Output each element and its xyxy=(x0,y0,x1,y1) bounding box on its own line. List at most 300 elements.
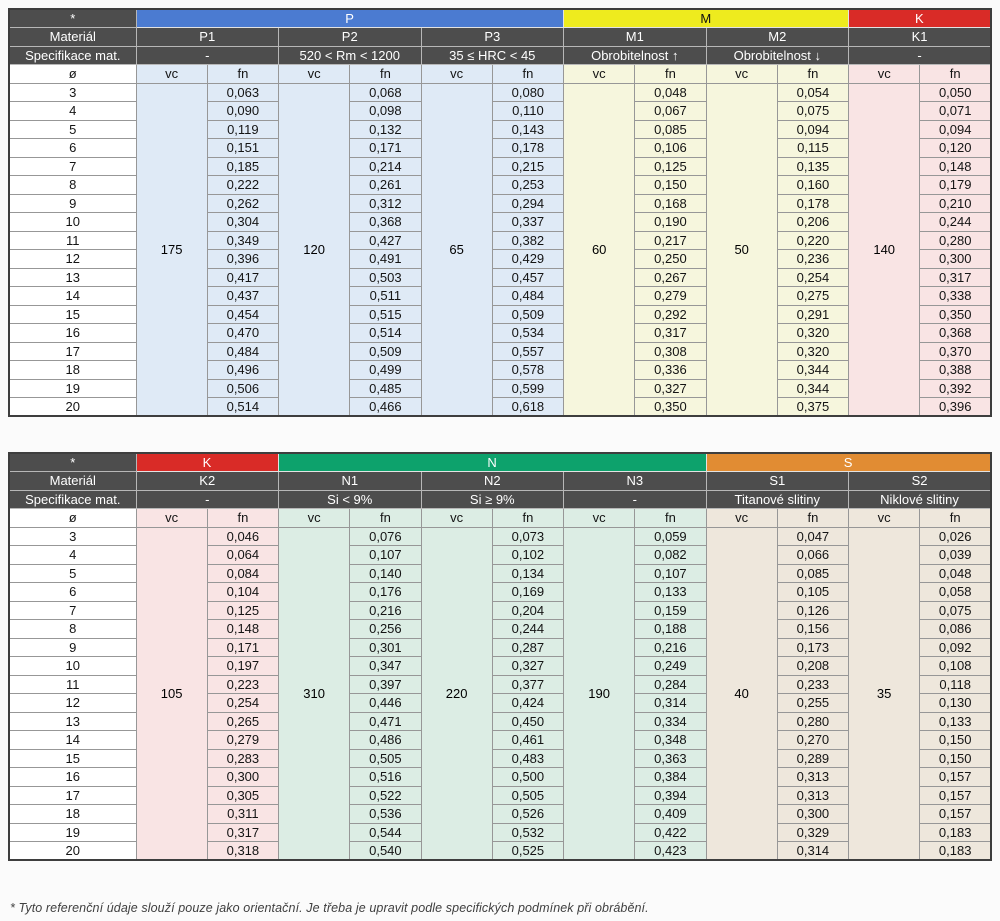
fn-value-P1-d9: 0,262 xyxy=(207,194,278,213)
spec-cell-N2: Si ≥ 9% xyxy=(421,490,564,509)
fn-value-N3-d14: 0,348 xyxy=(635,731,706,750)
fn-value-N2-d17: 0,505 xyxy=(492,786,563,805)
diameter-cell-14: 14 xyxy=(9,287,136,306)
fn-value-K2-d16: 0,300 xyxy=(207,768,278,787)
fn-value-P2-d10: 0,368 xyxy=(350,213,421,232)
fn-value-K1-d9: 0,210 xyxy=(920,194,991,213)
material-cell-S2: S2 xyxy=(849,472,992,491)
fn-value-S2-d14: 0,150 xyxy=(920,731,991,750)
fn-value-P2-d18: 0,499 xyxy=(350,361,421,380)
diameter-cell-6: 6 xyxy=(9,139,136,158)
fn-value-M1-d18: 0,336 xyxy=(635,361,706,380)
diameter-cell-3: 3 xyxy=(9,527,136,546)
fn-value-S2-d15: 0,150 xyxy=(920,749,991,768)
diameter-cell-19: 19 xyxy=(9,823,136,842)
fn-value-S2-d17: 0,157 xyxy=(920,786,991,805)
fn-value-N3-d4: 0,082 xyxy=(635,546,706,565)
material-cell-P2: P2 xyxy=(279,28,422,47)
fn-value-N2-d11: 0,377 xyxy=(492,675,563,694)
fn-value-P2-d13: 0,503 xyxy=(350,268,421,287)
fn-value-S1-d7: 0,126 xyxy=(777,601,848,620)
fn-value-N1-d11: 0,397 xyxy=(350,675,421,694)
fn-value-N2-d14: 0,461 xyxy=(492,731,563,750)
fn-value-N1-d3: 0,076 xyxy=(350,527,421,546)
fn-value-P1-d12: 0,396 xyxy=(207,250,278,269)
diameter-cell-11: 11 xyxy=(9,231,136,250)
fn-value-S1-d17: 0,313 xyxy=(777,786,848,805)
material-row xyxy=(9,28,991,47)
vc-value-M2: 50 xyxy=(706,83,777,416)
fn-value-P3-d16: 0,534 xyxy=(492,324,563,343)
diameter-cell-5: 5 xyxy=(9,564,136,583)
fn-value-M1-d7: 0,125 xyxy=(635,157,706,176)
fn-value-S1-d10: 0,208 xyxy=(777,657,848,676)
vc-value-K2: 105 xyxy=(136,527,207,860)
fn-value-M2-d19: 0,344 xyxy=(777,379,848,398)
fn-value-M1-d16: 0,317 xyxy=(635,324,706,343)
fn-value-N2-d19: 0,532 xyxy=(492,823,563,842)
fn-value-S1-d15: 0,289 xyxy=(777,749,848,768)
vc-header-K2: vc xyxy=(136,509,207,528)
fn-value-P2-d16: 0,514 xyxy=(350,324,421,343)
fn-value-N3-d6: 0,133 xyxy=(635,583,706,602)
fn-value-M2-d16: 0,320 xyxy=(777,324,848,343)
vc-value-K1: 140 xyxy=(849,83,920,416)
fn-value-S1-d8: 0,156 xyxy=(777,620,848,639)
fn-value-S2-d20: 0,183 xyxy=(920,842,991,861)
fn-value-P3-d6: 0,178 xyxy=(492,139,563,158)
fn-value-N2-d18: 0,526 xyxy=(492,805,563,824)
fn-value-M2-d17: 0,320 xyxy=(777,342,848,361)
fn-value-M2-d18: 0,344 xyxy=(777,361,848,380)
fn-value-P1-d3: 0,063 xyxy=(207,83,278,102)
units-row xyxy=(9,509,991,528)
vc-value-P1: 175 xyxy=(136,83,207,416)
fn-value-P3-d17: 0,557 xyxy=(492,342,563,361)
diameter-header: ø xyxy=(9,65,136,84)
vc-header-N3: vc xyxy=(564,509,635,528)
fn-value-M2-d7: 0,135 xyxy=(777,157,848,176)
fn-value-N1-d19: 0,544 xyxy=(350,823,421,842)
fn-value-N2-d5: 0,134 xyxy=(492,564,563,583)
fn-header-N1: fn xyxy=(350,509,421,528)
fn-value-M1-d12: 0,250 xyxy=(635,250,706,269)
fn-value-M2-d15: 0,291 xyxy=(777,305,848,324)
spec-row xyxy=(9,46,991,65)
fn-value-M2-d14: 0,275 xyxy=(777,287,848,306)
fn-value-S1-d9: 0,173 xyxy=(777,638,848,657)
fn-value-N1-d5: 0,140 xyxy=(350,564,421,583)
fn-value-P2-d14: 0,511 xyxy=(350,287,421,306)
fn-value-P3-d4: 0,110 xyxy=(492,102,563,121)
data-row-d3 xyxy=(9,83,991,102)
fn-value-M2-d10: 0,206 xyxy=(777,213,848,232)
fn-header-M2: fn xyxy=(777,65,848,84)
fn-value-P1-d19: 0,506 xyxy=(207,379,278,398)
fn-value-P1-d16: 0,470 xyxy=(207,324,278,343)
fn-value-N2-d3: 0,073 xyxy=(492,527,563,546)
fn-value-S2-d18: 0,157 xyxy=(920,805,991,824)
diameter-cell-3: 3 xyxy=(9,83,136,102)
material-row-label: Materiál xyxy=(9,28,136,47)
fn-value-P3-d14: 0,484 xyxy=(492,287,563,306)
fn-value-K2-d4: 0,064 xyxy=(207,546,278,565)
fn-value-P1-d13: 0,417 xyxy=(207,268,278,287)
fn-value-P2-d15: 0,515 xyxy=(350,305,421,324)
fn-value-N2-d9: 0,287 xyxy=(492,638,563,657)
fn-value-K1-d14: 0,338 xyxy=(920,287,991,306)
vc-value-S2: 35 xyxy=(849,527,920,860)
fn-value-N3-d10: 0,249 xyxy=(635,657,706,676)
fn-value-N3-d3: 0,059 xyxy=(635,527,706,546)
fn-value-M2-d20: 0,375 xyxy=(777,398,848,417)
fn-value-K2-d5: 0,084 xyxy=(207,564,278,583)
fn-value-N1-d20: 0,540 xyxy=(350,842,421,861)
fn-value-M1-d13: 0,267 xyxy=(635,268,706,287)
spec-cell-M1: Obrobitelnost ↑ xyxy=(564,46,707,65)
fn-value-N3-d9: 0,216 xyxy=(635,638,706,657)
fn-value-P1-d5: 0,119 xyxy=(207,120,278,139)
fn-value-P2-d17: 0,509 xyxy=(350,342,421,361)
diameter-cell-7: 7 xyxy=(9,601,136,620)
diameter-cell-16: 16 xyxy=(9,768,136,787)
footnote: * Tyto referenční údaje slouží pouze jako orientační. Je třeba je upravit podle specifických podmínek při obrábění. xyxy=(10,901,649,915)
diameter-header: ø xyxy=(9,509,136,528)
vc-header-N1: vc xyxy=(279,509,350,528)
group-band-S: S xyxy=(706,453,991,472)
group-band-row xyxy=(9,9,991,28)
fn-value-K2-d11: 0,223 xyxy=(207,675,278,694)
fn-value-N2-d7: 0,204 xyxy=(492,601,563,620)
fn-value-N2-d10: 0,327 xyxy=(492,657,563,676)
material-cell-M1: M1 xyxy=(564,28,707,47)
diameter-cell-6: 6 xyxy=(9,583,136,602)
fn-value-N1-d17: 0,522 xyxy=(350,786,421,805)
fn-header-M1: fn xyxy=(635,65,706,84)
fn-value-S2-d10: 0,108 xyxy=(920,657,991,676)
fn-value-N3-d20: 0,423 xyxy=(635,842,706,861)
fn-value-P1-d20: 0,514 xyxy=(207,398,278,417)
fn-value-S2-d9: 0,092 xyxy=(920,638,991,657)
fn-value-P3-d15: 0,509 xyxy=(492,305,563,324)
fn-value-N1-d8: 0,256 xyxy=(350,620,421,639)
diameter-cell-12: 12 xyxy=(9,250,136,269)
group-band-N: N xyxy=(279,453,707,472)
fn-value-P3-d11: 0,382 xyxy=(492,231,563,250)
diameter-cell-18: 18 xyxy=(9,361,136,380)
fn-value-K1-d20: 0,396 xyxy=(920,398,991,417)
fn-value-K1-d16: 0,368 xyxy=(920,324,991,343)
spec-cell-N3: - xyxy=(564,490,707,509)
fn-value-N3-d17: 0,394 xyxy=(635,786,706,805)
fn-value-K1-d19: 0,392 xyxy=(920,379,991,398)
fn-value-M2-d5: 0,094 xyxy=(777,120,848,139)
fn-header-N3: fn xyxy=(635,509,706,528)
spec-cell-M2: Obrobitelnost ↓ xyxy=(706,46,849,65)
vc-value-S1: 40 xyxy=(706,527,777,860)
fn-value-P1-d17: 0,484 xyxy=(207,342,278,361)
fn-value-P1-d4: 0,090 xyxy=(207,102,278,121)
fn-value-K1-d6: 0,120 xyxy=(920,139,991,158)
vc-value-N3: 190 xyxy=(564,527,635,860)
vc-value-P3: 65 xyxy=(421,83,492,416)
corner-star-cell: * xyxy=(9,453,136,472)
fn-value-S1-d5: 0,085 xyxy=(777,564,848,583)
diameter-cell-19: 19 xyxy=(9,379,136,398)
vc-header-P2: vc xyxy=(279,65,350,84)
diameter-cell-15: 15 xyxy=(9,305,136,324)
fn-value-M1-d3: 0,048 xyxy=(635,83,706,102)
fn-value-K2-d13: 0,265 xyxy=(207,712,278,731)
group-band-M: M xyxy=(564,9,849,28)
fn-value-S2-d12: 0,130 xyxy=(920,694,991,713)
fn-value-N3-d5: 0,107 xyxy=(635,564,706,583)
fn-value-N2-d20: 0,525 xyxy=(492,842,563,861)
fn-value-S1-d14: 0,270 xyxy=(777,731,848,750)
vc-header-P3: vc xyxy=(421,65,492,84)
fn-value-P3-d8: 0,253 xyxy=(492,176,563,195)
vc-header-M1: vc xyxy=(564,65,635,84)
vc-header-P1: vc xyxy=(136,65,207,84)
fn-value-M1-d4: 0,067 xyxy=(635,102,706,121)
spec-cell-P1: - xyxy=(136,46,279,65)
spec-row xyxy=(9,490,991,509)
diameter-cell-9: 9 xyxy=(9,194,136,213)
material-cell-K1: K1 xyxy=(849,28,992,47)
spec-cell-P3: 35 ≤ HRC < 45 xyxy=(421,46,564,65)
spec-row-label: Specifikace mat. xyxy=(9,46,136,65)
fn-value-K2-d6: 0,104 xyxy=(207,583,278,602)
fn-value-P2-d19: 0,485 xyxy=(350,379,421,398)
fn-value-P1-d11: 0,349 xyxy=(207,231,278,250)
fn-value-N3-d13: 0,334 xyxy=(635,712,706,731)
fn-value-K2-d18: 0,311 xyxy=(207,805,278,824)
spec-row-label: Specifikace mat. xyxy=(9,490,136,509)
group-band-K: K xyxy=(849,9,992,28)
fn-value-S1-d18: 0,300 xyxy=(777,805,848,824)
fn-value-M1-d17: 0,308 xyxy=(635,342,706,361)
fn-value-S2-d3: 0,026 xyxy=(920,527,991,546)
fn-value-S1-d16: 0,313 xyxy=(777,768,848,787)
fn-value-K1-d17: 0,370 xyxy=(920,342,991,361)
diameter-cell-13: 13 xyxy=(9,268,136,287)
fn-value-M1-d5: 0,085 xyxy=(635,120,706,139)
fn-value-P2-d11: 0,427 xyxy=(350,231,421,250)
fn-value-N1-d18: 0,536 xyxy=(350,805,421,824)
fn-value-S2-d11: 0,118 xyxy=(920,675,991,694)
vc-value-N1: 310 xyxy=(279,527,350,860)
fn-value-M1-d14: 0,279 xyxy=(635,287,706,306)
fn-value-P1-d7: 0,185 xyxy=(207,157,278,176)
fn-header-S1: fn xyxy=(777,509,848,528)
fn-value-M1-d15: 0,292 xyxy=(635,305,706,324)
fn-value-P1-d15: 0,454 xyxy=(207,305,278,324)
fn-value-S2-d8: 0,086 xyxy=(920,620,991,639)
fn-value-P2-d20: 0,466 xyxy=(350,398,421,417)
fn-value-N3-d8: 0,188 xyxy=(635,620,706,639)
fn-value-K2-d8: 0,148 xyxy=(207,620,278,639)
fn-header-P2: fn xyxy=(350,65,421,84)
diameter-cell-8: 8 xyxy=(9,620,136,639)
cutting-table-1 xyxy=(8,8,992,417)
material-cell-N3: N3 xyxy=(564,472,707,491)
fn-value-M1-d19: 0,327 xyxy=(635,379,706,398)
fn-value-K1-d13: 0,317 xyxy=(920,268,991,287)
fn-value-N2-d12: 0,424 xyxy=(492,694,563,713)
group-band-P: P xyxy=(136,9,564,28)
fn-value-K2-d9: 0,171 xyxy=(207,638,278,657)
diameter-cell-16: 16 xyxy=(9,324,136,343)
fn-value-N2-d4: 0,102 xyxy=(492,546,563,565)
fn-value-S1-d3: 0,047 xyxy=(777,527,848,546)
fn-value-M2-d4: 0,075 xyxy=(777,102,848,121)
vc-header-S2: vc xyxy=(849,509,920,528)
fn-value-P3-d3: 0,080 xyxy=(492,83,563,102)
fn-value-P1-d10: 0,304 xyxy=(207,213,278,232)
fn-value-S1-d11: 0,233 xyxy=(777,675,848,694)
fn-value-P3-d5: 0,143 xyxy=(492,120,563,139)
diameter-cell-10: 10 xyxy=(9,213,136,232)
fn-value-P1-d14: 0,437 xyxy=(207,287,278,306)
spec-cell-S1: Titanové slitiny xyxy=(706,490,849,509)
data-row-d3 xyxy=(9,527,991,546)
fn-value-P2-d7: 0,214 xyxy=(350,157,421,176)
fn-value-P2-d9: 0,312 xyxy=(350,194,421,213)
vc-header-K1: vc xyxy=(849,65,920,84)
fn-value-N2-d16: 0,500 xyxy=(492,768,563,787)
fn-value-M2-d13: 0,254 xyxy=(777,268,848,287)
fn-value-P3-d9: 0,294 xyxy=(492,194,563,213)
fn-value-P3-d10: 0,337 xyxy=(492,213,563,232)
spec-cell-P2: 520 < Rm < 1200 xyxy=(279,46,422,65)
fn-value-N1-d7: 0,216 xyxy=(350,601,421,620)
fn-value-M1-d11: 0,217 xyxy=(635,231,706,250)
spec-cell-K2: - xyxy=(136,490,279,509)
fn-value-S1-d4: 0,066 xyxy=(777,546,848,565)
fn-header-S2: fn xyxy=(920,509,991,528)
fn-value-K1-d3: 0,050 xyxy=(920,83,991,102)
fn-value-P3-d19: 0,599 xyxy=(492,379,563,398)
fn-value-K2-d20: 0,318 xyxy=(207,842,278,861)
units-row xyxy=(9,65,991,84)
vc-value-N2: 220 xyxy=(421,527,492,860)
fn-value-N3-d15: 0,363 xyxy=(635,749,706,768)
fn-value-N2-d6: 0,169 xyxy=(492,583,563,602)
fn-value-K1-d4: 0,071 xyxy=(920,102,991,121)
fn-value-N3-d16: 0,384 xyxy=(635,768,706,787)
fn-header-K2: fn xyxy=(207,509,278,528)
fn-value-S1-d13: 0,280 xyxy=(777,712,848,731)
diameter-cell-15: 15 xyxy=(9,749,136,768)
diameter-cell-11: 11 xyxy=(9,675,136,694)
diameter-cell-20: 20 xyxy=(9,398,136,417)
fn-value-P3-d18: 0,578 xyxy=(492,361,563,380)
material-row xyxy=(9,472,991,491)
fn-value-M2-d11: 0,220 xyxy=(777,231,848,250)
diameter-cell-20: 20 xyxy=(9,842,136,861)
fn-value-K1-d18: 0,388 xyxy=(920,361,991,380)
material-cell-N1: N1 xyxy=(279,472,422,491)
fn-value-S1-d19: 0,329 xyxy=(777,823,848,842)
fn-value-K1-d15: 0,350 xyxy=(920,305,991,324)
fn-value-M1-d20: 0,350 xyxy=(635,398,706,417)
vc-header-S1: vc xyxy=(706,509,777,528)
fn-value-N1-d13: 0,471 xyxy=(350,712,421,731)
fn-value-S2-d16: 0,157 xyxy=(920,768,991,787)
fn-value-P2-d8: 0,261 xyxy=(350,176,421,195)
fn-value-K1-d5: 0,094 xyxy=(920,120,991,139)
fn-value-M2-d8: 0,160 xyxy=(777,176,848,195)
fn-header-K1: fn xyxy=(920,65,991,84)
material-row-label: Materiál xyxy=(9,472,136,491)
diameter-cell-12: 12 xyxy=(9,694,136,713)
fn-value-M1-d8: 0,150 xyxy=(635,176,706,195)
fn-value-P2-d6: 0,171 xyxy=(350,139,421,158)
fn-value-N1-d16: 0,516 xyxy=(350,768,421,787)
fn-value-N3-d11: 0,284 xyxy=(635,675,706,694)
fn-value-N3-d7: 0,159 xyxy=(635,601,706,620)
fn-value-N1-d6: 0,176 xyxy=(350,583,421,602)
fn-header-P3: fn xyxy=(492,65,563,84)
fn-value-K2-d3: 0,046 xyxy=(207,527,278,546)
fn-value-S2-d7: 0,075 xyxy=(920,601,991,620)
fn-value-P1-d8: 0,222 xyxy=(207,176,278,195)
fn-value-N1-d4: 0,107 xyxy=(350,546,421,565)
fn-value-M2-d9: 0,178 xyxy=(777,194,848,213)
diameter-cell-4: 4 xyxy=(9,546,136,565)
material-cell-N2: N2 xyxy=(421,472,564,491)
fn-value-P1-d18: 0,496 xyxy=(207,361,278,380)
fn-value-P3-d12: 0,429 xyxy=(492,250,563,269)
diameter-cell-17: 17 xyxy=(9,342,136,361)
fn-value-K2-d19: 0,317 xyxy=(207,823,278,842)
fn-value-N2-d15: 0,483 xyxy=(492,749,563,768)
material-cell-P1: P1 xyxy=(136,28,279,47)
fn-value-S2-d13: 0,133 xyxy=(920,712,991,731)
fn-value-K2-d14: 0,279 xyxy=(207,731,278,750)
fn-value-N1-d15: 0,505 xyxy=(350,749,421,768)
fn-value-S2-d19: 0,183 xyxy=(920,823,991,842)
fn-value-P2-d3: 0,068 xyxy=(350,83,421,102)
cutting-table-2 xyxy=(8,452,992,861)
fn-value-N3-d18: 0,409 xyxy=(635,805,706,824)
group-band-K: K xyxy=(136,453,279,472)
fn-value-S2-d5: 0,048 xyxy=(920,564,991,583)
diameter-cell-14: 14 xyxy=(9,731,136,750)
fn-value-N2-d8: 0,244 xyxy=(492,620,563,639)
vc-value-P2: 120 xyxy=(279,83,350,416)
fn-value-S2-d6: 0,058 xyxy=(920,583,991,602)
fn-value-M1-d9: 0,168 xyxy=(635,194,706,213)
fn-value-N1-d12: 0,446 xyxy=(350,694,421,713)
fn-value-P2-d5: 0,132 xyxy=(350,120,421,139)
fn-value-K2-d10: 0,197 xyxy=(207,657,278,676)
fn-value-N3-d12: 0,314 xyxy=(635,694,706,713)
fn-value-S1-d12: 0,255 xyxy=(777,694,848,713)
diameter-cell-5: 5 xyxy=(9,120,136,139)
fn-value-N1-d10: 0,347 xyxy=(350,657,421,676)
diameter-cell-8: 8 xyxy=(9,176,136,195)
fn-value-N2-d13: 0,450 xyxy=(492,712,563,731)
fn-value-K2-d7: 0,125 xyxy=(207,601,278,620)
fn-value-M2-d6: 0,115 xyxy=(777,139,848,158)
fn-value-P2-d12: 0,491 xyxy=(350,250,421,269)
diameter-cell-9: 9 xyxy=(9,638,136,657)
diameter-cell-10: 10 xyxy=(9,657,136,676)
vc-header-N2: vc xyxy=(421,509,492,528)
fn-value-K1-d11: 0,280 xyxy=(920,231,991,250)
fn-value-M1-d10: 0,190 xyxy=(635,213,706,232)
